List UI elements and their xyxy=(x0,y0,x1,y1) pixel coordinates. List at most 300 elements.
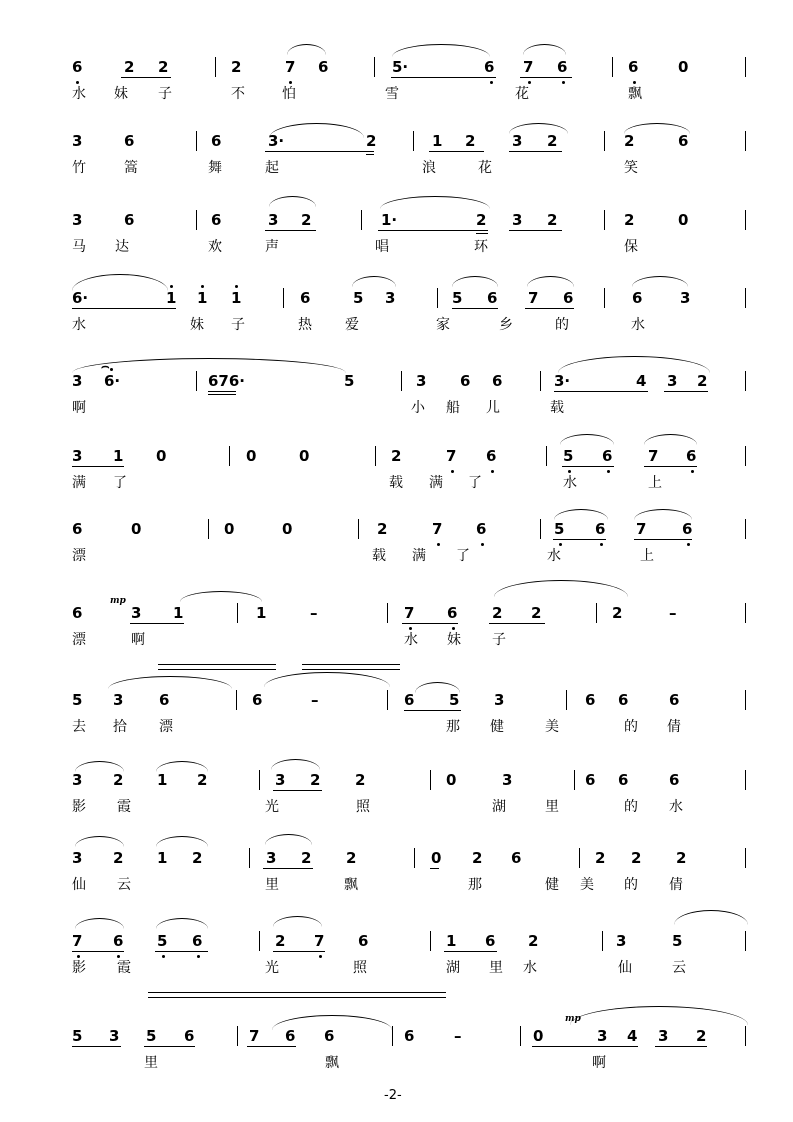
lyric-char: 儿 xyxy=(486,400,500,416)
lyric-char: 了 xyxy=(456,548,470,564)
note: 6 xyxy=(585,691,596,709)
underline-beam xyxy=(554,391,648,392)
note: – xyxy=(454,1027,462,1045)
lyric-char: 飘 xyxy=(344,877,358,893)
note: 6 xyxy=(563,289,574,307)
barline xyxy=(437,288,438,308)
lyric-char: 仙 xyxy=(618,960,632,976)
lyric-char: 载 xyxy=(389,475,403,491)
note: – xyxy=(669,604,677,622)
underline-beam xyxy=(634,539,692,540)
note: 3 xyxy=(109,1027,120,1045)
barline xyxy=(745,288,746,308)
barline xyxy=(546,446,547,466)
note: 5 xyxy=(146,1027,157,1045)
slur-arc xyxy=(632,276,688,287)
note: 3 xyxy=(494,691,505,709)
note: 6 xyxy=(447,604,458,622)
lyric-char: 漂 xyxy=(72,548,86,564)
note: 6 xyxy=(628,58,639,76)
lyric-char: 云 xyxy=(672,960,686,976)
lyric-char: 湖 xyxy=(492,799,506,815)
note: 3 xyxy=(658,1027,669,1045)
lyric-char: 里 xyxy=(144,1055,158,1071)
note: 3 xyxy=(385,289,396,307)
octave-dot-below xyxy=(437,543,440,546)
note: 2 xyxy=(113,771,124,789)
note: 6 xyxy=(476,520,487,538)
barline xyxy=(259,931,260,951)
lyric-char: 影 xyxy=(72,960,86,976)
barline xyxy=(283,288,284,308)
lyric-char: 水 xyxy=(72,86,86,102)
barline xyxy=(387,690,388,710)
barline xyxy=(196,131,197,151)
lyric-char: 水 xyxy=(523,960,537,976)
note: 6 xyxy=(682,520,693,538)
slur-arc xyxy=(558,356,710,373)
hairpin-line xyxy=(158,669,276,670)
underline-beam xyxy=(404,710,461,711)
note: 2 xyxy=(465,132,476,150)
note: 6 xyxy=(184,1027,195,1045)
note: 0 xyxy=(246,447,257,465)
slur-arc xyxy=(271,759,320,770)
barline xyxy=(259,770,260,790)
octave-dot-below xyxy=(289,81,292,84)
note: 0 xyxy=(678,211,689,229)
hairpin-line xyxy=(302,669,400,670)
note: 2 xyxy=(346,849,357,867)
note: 2 xyxy=(676,849,687,867)
note: 2 xyxy=(231,58,242,76)
barline xyxy=(358,519,359,539)
underline-beam xyxy=(655,1046,707,1047)
slur-arc xyxy=(352,276,396,287)
note: 2 xyxy=(531,604,542,622)
lyric-char: 了 xyxy=(113,475,127,491)
slur-arc xyxy=(75,918,124,929)
note: 7 xyxy=(648,447,659,465)
lyric-char: 乡 xyxy=(499,317,513,333)
slur-arc xyxy=(287,44,326,55)
note: 5 xyxy=(554,520,565,538)
note: 1 xyxy=(432,132,443,150)
note: 3 xyxy=(131,604,142,622)
slur-arc xyxy=(560,434,614,445)
note: 6 xyxy=(484,58,495,76)
barline xyxy=(208,519,209,539)
lyric-char: 舞 xyxy=(208,160,222,176)
slur-arc xyxy=(156,918,208,929)
underline-beam xyxy=(72,951,124,952)
note: 6 xyxy=(632,289,643,307)
lyric-char: 满 xyxy=(72,475,86,491)
lyric-char: 雪 xyxy=(385,86,399,102)
note: 6 xyxy=(669,771,680,789)
underline-beam xyxy=(664,391,708,392)
note: 6 xyxy=(285,1027,296,1045)
note: 7 xyxy=(404,604,415,622)
barline xyxy=(745,446,746,466)
lyric-char: 里 xyxy=(489,960,503,976)
note: 5 xyxy=(672,932,683,950)
note: 2 xyxy=(301,211,312,229)
barline xyxy=(604,131,605,151)
lyric-char: 拾 xyxy=(113,719,127,735)
lyric-char: 唱 xyxy=(375,239,389,255)
note: 2 xyxy=(547,132,558,150)
note: 2 xyxy=(377,520,388,538)
underline-beam xyxy=(430,868,439,869)
barline xyxy=(745,848,746,868)
note: 6 xyxy=(72,58,83,76)
note: 5 xyxy=(563,447,574,465)
note: 5 xyxy=(353,289,364,307)
lyric-char: 水 xyxy=(547,548,561,564)
barline xyxy=(196,210,197,230)
slur-arc xyxy=(180,591,262,602)
underline-beam xyxy=(378,230,488,231)
lyric-char: 水 xyxy=(72,317,86,333)
lyric-char: 水 xyxy=(631,317,645,333)
note: 6 xyxy=(124,132,135,150)
note: 6· xyxy=(72,289,89,307)
lyric-char: 云 xyxy=(117,877,131,893)
underline-beam xyxy=(444,951,497,952)
dynamic-mark: mp xyxy=(565,1014,581,1024)
note: – xyxy=(311,691,319,709)
page-number: -2- xyxy=(384,1088,402,1103)
lyric-char: 妹 xyxy=(447,632,461,648)
note: 7 xyxy=(523,58,534,76)
note: 1 xyxy=(256,604,267,622)
lyric-char: 了 xyxy=(468,475,482,491)
note: 1 xyxy=(173,604,184,622)
octave-dot-above xyxy=(201,285,204,288)
barline xyxy=(745,770,746,790)
barline xyxy=(414,848,415,868)
underline-beam xyxy=(452,308,498,309)
underline-beam xyxy=(72,466,124,467)
note: 3 xyxy=(72,132,83,150)
note: 6 xyxy=(585,771,596,789)
note: 3 xyxy=(72,211,83,229)
barline xyxy=(392,1026,393,1046)
slur-arc xyxy=(273,916,322,927)
underline-beam xyxy=(644,466,697,467)
note: 2 xyxy=(113,849,124,867)
note: 6 xyxy=(404,691,415,709)
slur-arc xyxy=(527,276,574,287)
dynamic-mark: mp xyxy=(110,596,126,606)
barline xyxy=(579,848,580,868)
note: 1 xyxy=(166,289,177,307)
lyric-char: 浪 xyxy=(422,160,436,176)
note: 1 xyxy=(157,771,168,789)
lyric-char: 船 xyxy=(446,400,460,416)
note: 2 xyxy=(301,849,312,867)
note: 5 xyxy=(449,691,460,709)
lyric-char: 篙 xyxy=(124,160,138,176)
note: 2 xyxy=(624,211,635,229)
note: 6 xyxy=(602,447,613,465)
barline xyxy=(604,288,605,308)
lyric-char: 水 xyxy=(404,632,418,648)
lyric-char: 漂 xyxy=(159,719,173,735)
slur-arc xyxy=(269,196,316,207)
barline xyxy=(745,210,746,230)
note: 7 xyxy=(72,932,83,950)
lyric-char: 子 xyxy=(231,317,245,333)
slur-arc xyxy=(624,123,690,134)
slur-arc xyxy=(554,509,608,520)
note: 2 xyxy=(391,447,402,465)
barline xyxy=(430,770,431,790)
barline xyxy=(745,519,746,539)
note: 3 xyxy=(512,211,523,229)
note: 0 xyxy=(446,771,457,789)
note: 7 xyxy=(314,932,325,950)
note: 6 xyxy=(678,132,689,150)
note: 6 xyxy=(487,289,498,307)
lyric-char: 美 xyxy=(545,719,559,735)
note: 3· xyxy=(268,132,285,150)
underline-beam xyxy=(429,151,484,152)
underline-beam xyxy=(509,151,562,152)
lyric-char: 霞 xyxy=(117,960,131,976)
note: 2 xyxy=(528,932,539,950)
octave-dot-above xyxy=(170,285,173,288)
lyric-char: 仙 xyxy=(72,877,86,893)
octave-dot-below xyxy=(568,470,571,473)
barline xyxy=(566,690,567,710)
lyric-char: 子 xyxy=(492,632,506,648)
lyric-char: 健 xyxy=(490,719,504,735)
slur-arc xyxy=(265,834,312,845)
note: 6 xyxy=(492,372,503,390)
note: 3 xyxy=(72,372,83,390)
note: 6 xyxy=(211,132,222,150)
note: 6 xyxy=(669,691,680,709)
note: 5 xyxy=(157,932,168,950)
slur-arc xyxy=(644,434,697,445)
note: 6 xyxy=(404,1027,415,1045)
octave-dot-below xyxy=(562,81,565,84)
slur-arc xyxy=(264,672,390,687)
note: – xyxy=(310,604,318,622)
barline xyxy=(745,371,746,391)
octave-dot-below xyxy=(77,955,80,958)
note: 3 xyxy=(667,372,678,390)
lyric-char: 光 xyxy=(265,799,279,815)
note: 7 xyxy=(285,58,296,76)
note: 1 xyxy=(157,849,168,867)
underline-beam xyxy=(263,868,313,869)
barline xyxy=(375,446,376,466)
lyric-char: 湖 xyxy=(446,960,460,976)
note: 6 xyxy=(72,520,83,538)
underline-beam xyxy=(273,790,322,791)
note: 3 xyxy=(113,691,124,709)
note: 7 xyxy=(432,520,443,538)
slur-arc xyxy=(75,836,124,847)
underline-beam xyxy=(489,623,545,624)
barline xyxy=(249,848,250,868)
slur-arc xyxy=(380,196,490,209)
underline-beam xyxy=(273,951,325,952)
lyric-char: 环 xyxy=(474,239,488,255)
lyric-char: 啊 xyxy=(592,1055,606,1071)
octave-dot-below xyxy=(559,543,562,546)
lyric-char: 载 xyxy=(372,548,386,564)
slur-arc xyxy=(392,44,490,57)
slur-arc xyxy=(523,44,566,55)
note: 3 xyxy=(680,289,691,307)
note: 4 xyxy=(636,372,647,390)
lyric-char: 起 xyxy=(265,160,279,176)
slur-arc xyxy=(108,676,232,689)
slur-arc xyxy=(72,274,168,291)
note: 5 xyxy=(72,691,83,709)
note: 6 xyxy=(211,211,222,229)
note: 1 xyxy=(197,289,208,307)
lyric-char: 飘 xyxy=(628,86,642,102)
note: 2 xyxy=(612,604,623,622)
note: 6 xyxy=(486,447,497,465)
lyric-char: 保 xyxy=(624,239,638,255)
note: 2 xyxy=(492,604,503,622)
slur-arc xyxy=(634,509,692,520)
note: 5 xyxy=(72,1027,83,1045)
octave-dot-below xyxy=(607,470,610,473)
lyric-char: 的 xyxy=(624,877,638,893)
lyric-char: 照 xyxy=(356,799,370,815)
octave-dot-below xyxy=(481,543,484,546)
note: 3 xyxy=(512,132,523,150)
octave-dot-below xyxy=(319,955,322,958)
note: 6 xyxy=(113,932,124,950)
barline xyxy=(745,1026,746,1046)
lyric-char: 倩 xyxy=(669,877,683,893)
barline xyxy=(745,57,746,77)
slur-arc xyxy=(509,123,568,134)
slur-arc xyxy=(570,1006,748,1025)
slur-arc xyxy=(75,761,124,772)
barline xyxy=(604,210,605,230)
note: 6 xyxy=(557,58,568,76)
note: 0 xyxy=(282,520,293,538)
note: 2 xyxy=(355,771,366,789)
note: 6 xyxy=(72,604,83,622)
note: 1 xyxy=(231,289,242,307)
lyric-char: 的 xyxy=(555,317,569,333)
underline-beam xyxy=(520,77,572,78)
barline xyxy=(745,690,746,710)
underline-beam xyxy=(247,1046,296,1047)
note: 0 xyxy=(678,58,689,76)
note: 7 xyxy=(446,447,457,465)
note: 6 xyxy=(318,58,329,76)
hairpin-line xyxy=(148,997,446,998)
barline xyxy=(520,1026,521,1046)
lyric-char: 霞 xyxy=(117,799,131,815)
lyric-char: 热 xyxy=(298,317,312,333)
lyric-char: 里 xyxy=(545,799,559,815)
note: 7 xyxy=(636,520,647,538)
note: 1 xyxy=(446,932,457,950)
octave-dot-above xyxy=(235,285,238,288)
underline-beam xyxy=(130,623,184,624)
lyric-char: 欢 xyxy=(208,239,222,255)
underline-beam xyxy=(155,951,208,952)
barline xyxy=(361,210,362,230)
octave-dot-below xyxy=(409,627,412,630)
underline-beam xyxy=(562,466,614,467)
note: 0 xyxy=(131,520,142,538)
slur-arc xyxy=(156,761,208,772)
barline xyxy=(413,131,414,151)
note: 6 xyxy=(192,932,203,950)
barline xyxy=(215,57,216,77)
double-underline-beam xyxy=(208,394,236,395)
fermata-icon: ⌢ xyxy=(101,359,110,374)
hairpin-line xyxy=(148,992,446,993)
barline xyxy=(745,931,746,951)
lyric-char: 花 xyxy=(478,160,492,176)
note: 6 xyxy=(686,447,697,465)
lyric-char: 飘 xyxy=(325,1055,339,1071)
note: 2 xyxy=(192,849,203,867)
note: 2 xyxy=(547,211,558,229)
lyric-char: 上 xyxy=(640,548,654,564)
note: 2 xyxy=(476,211,487,229)
note: 2 xyxy=(275,932,286,950)
lyric-char: 子 xyxy=(158,86,172,102)
note: 5 xyxy=(344,372,355,390)
lyric-char: 妹 xyxy=(190,317,204,333)
note: 2 xyxy=(158,58,169,76)
lyric-char: 啊 xyxy=(131,632,145,648)
note: 6 xyxy=(252,691,263,709)
underline-beam xyxy=(525,308,574,309)
note: 7 xyxy=(528,289,539,307)
note: 3· xyxy=(554,372,571,390)
note: 2 xyxy=(624,132,635,150)
note: 6 xyxy=(511,849,522,867)
note: 6 xyxy=(124,211,135,229)
note: 3 xyxy=(416,372,427,390)
note: 3 xyxy=(502,771,513,789)
octave-dot-below xyxy=(117,955,120,958)
underline-beam xyxy=(72,308,176,309)
lyric-char: 照 xyxy=(353,960,367,976)
lyric-char: 爱 xyxy=(345,317,359,333)
note: 5· xyxy=(392,58,409,76)
note: 6 xyxy=(618,691,629,709)
lyric-char: 影 xyxy=(72,799,86,815)
underline-beam xyxy=(121,77,171,78)
note: 3 xyxy=(266,849,277,867)
note: 6 xyxy=(159,691,170,709)
octave-dot-below xyxy=(162,955,165,958)
note: 2 xyxy=(366,132,377,150)
note: 1 xyxy=(113,447,124,465)
note: 676· xyxy=(208,372,246,390)
octave-dot-below xyxy=(451,470,454,473)
barline xyxy=(196,371,197,391)
barline xyxy=(612,57,613,77)
